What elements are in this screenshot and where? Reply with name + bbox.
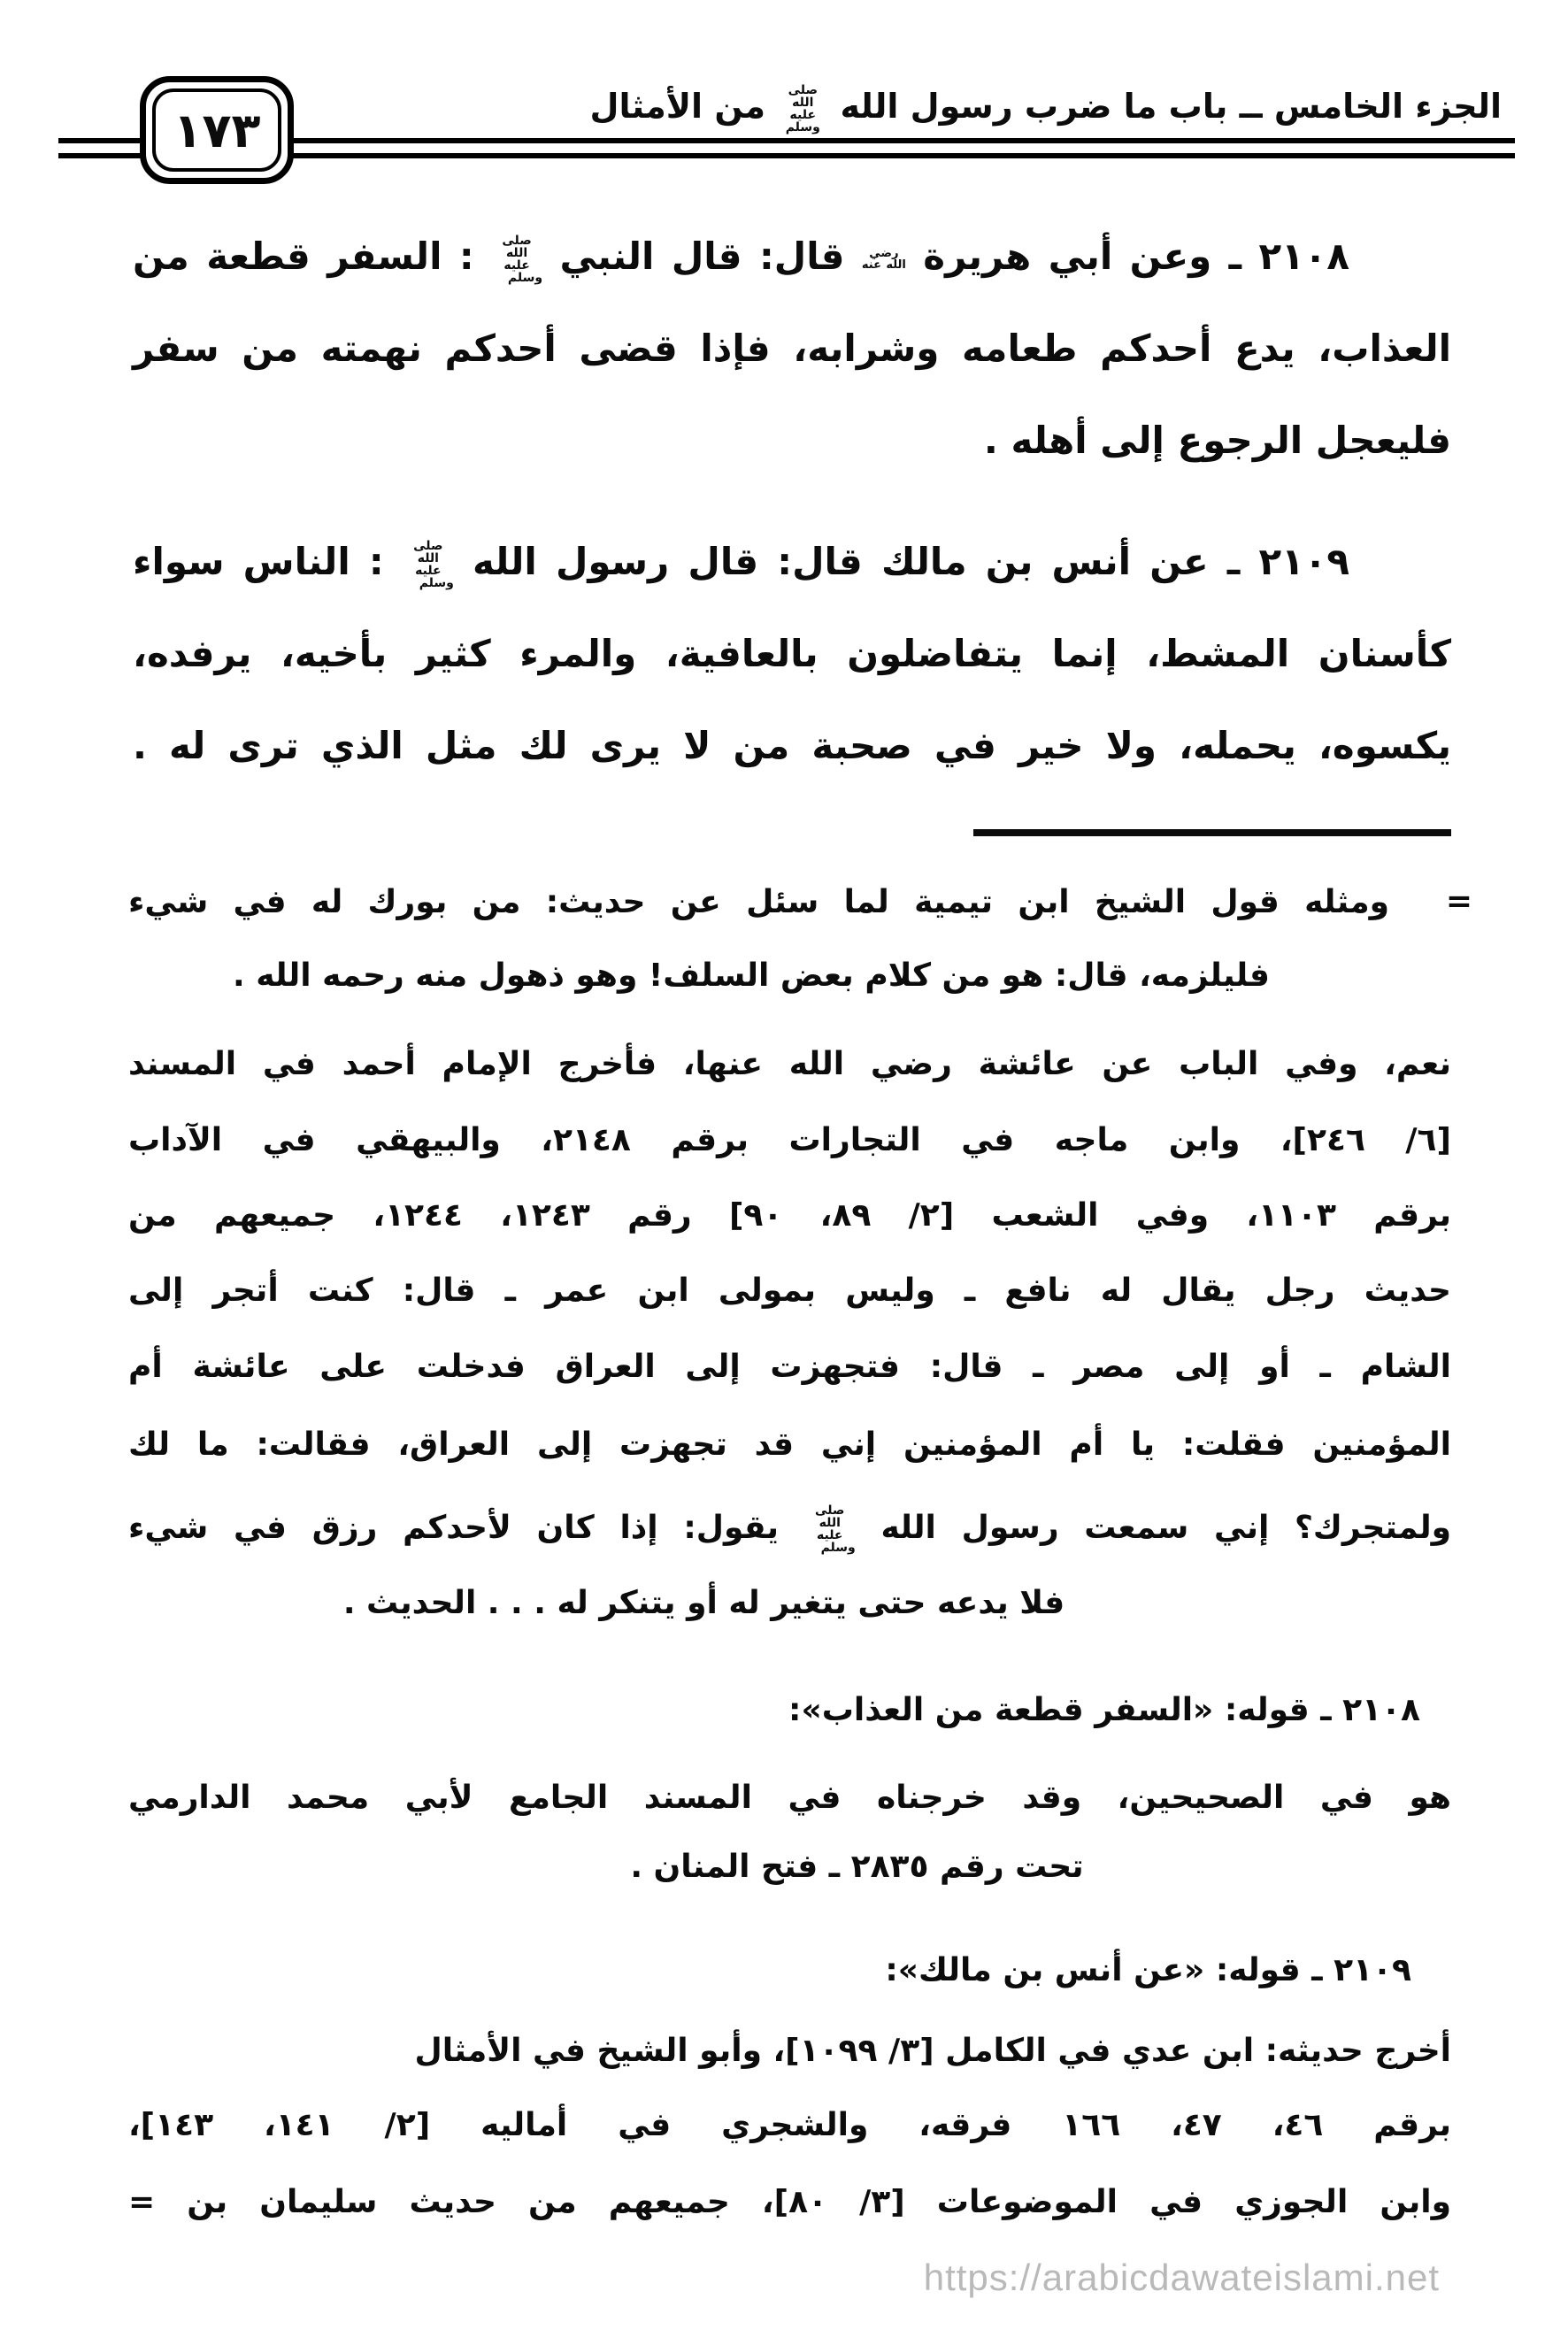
- chapter-title-part-b: من الأمثال: [589, 87, 766, 126]
- page-number-badge: [140, 76, 294, 184]
- chapter-header: [589, 78, 1502, 135]
- hadith-2108-line-1: [133, 228, 1451, 285]
- footnote-p2-line-4: حديث رجل يقال له نافع ـ وليس بمولى ابن عمر ـ قال: كنت أتجر إلى: [128, 1273, 1451, 1309]
- footnote-2109-line-2: برقم ٤٦، ٤٧، ١٦٦ فرقه، والشجري في أماليه [٢/ ١٤١، ١٤٣]،: [128, 2107, 1451, 2143]
- hadith-2108-line-3: فليعجل الرجوع إلى أهله .: [983, 419, 1451, 462]
- hadith-2108-line-2: العذاب، يدع أحدكم طعامه وشرابه، فإذا قضى أحدكم نهمته من سفر: [133, 327, 1451, 370]
- hadith-2109-line-2: كأسنان المشط، إنما يتفاضلون بالعافية، والمرء كثير بأخيه، يرفده،: [133, 632, 1451, 675]
- hadith-2109-text: ٢١٠٩ ـ عن أنس بن مالك قال: قال رسول الله: [473, 540, 1349, 583]
- pbuh-ligature: صلى الله عليه وسلم: [785, 82, 820, 135]
- footnote-p2-text: ولمتجرك؟ إني سمعت رسول الله: [880, 1510, 1451, 1546]
- footnote-p2-line-7: [128, 1503, 1451, 1555]
- footnote-p2-line-5: الشام ـ أو إلى مصر ـ قال: فتجهزت إلى العراق فدخلت على عائشة أم: [128, 1349, 1451, 1385]
- footnote-p1-line-2: فليلزمه، قال: هو من كلام بعض السلف! وهو ذهول منه رحمه الله .: [233, 957, 1270, 994]
- hadith-2109-text: : الناس سواء: [133, 540, 384, 583]
- watermark-url: https://arabicdawateislami.net: [923, 2257, 1440, 2298]
- footnote-2108-line-2: تحت رقم ٢٨٣٥ ـ فتح المنان .: [630, 1849, 1084, 1885]
- pbuh-ligature: صلى الله عليه وسلم: [502, 233, 543, 285]
- hadith-2108-text: : السفر قطعة من: [133, 235, 474, 278]
- footnote-2108-line-1: هو في الصحيحين، وقد خرجناه في المسند الجامع لأبي محمد الدارمي: [128, 1780, 1451, 1816]
- footnote-2109-heading: ٢١٠٩ ـ قوله: «عن أنس بن مالك»:: [885, 1952, 1411, 1988]
- footnote-separator-rule: [973, 829, 1451, 836]
- radiallahu-anhu-ligature: رضي الله عنه: [861, 246, 906, 272]
- pbuh-ligature: صلى الله عليه وسلم: [413, 538, 454, 590]
- footnote-p2-line-6: المؤمنين فقلت: يا أم المؤمنين إني قد تجهزت إلى العراق، فقالت: ما لك: [128, 1426, 1451, 1463]
- footnote-2108-heading: ٢١٠٨ ـ قوله: «السفر قطعة من العذاب»:: [788, 1692, 1420, 1728]
- footnote-p2-line-3: برقم ١١٠٣، وفي الشعب [٢/ ٨٩، ٩٠] رقم ١٢٤٣، ١٢٤٤، جميعهم من: [128, 1197, 1451, 1234]
- chapter-title-part-a: الجزء الخامس ــ باب ما ضرب رسول الله: [840, 87, 1502, 126]
- hadith-2109-line-1: [133, 534, 1451, 590]
- footnote-p1-line-1: ومثله قول الشيخ ابن تيمية لما سئل عن حديث: من بورك له في شيء: [128, 884, 1389, 920]
- page-number: ١٧٣: [152, 88, 281, 172]
- footnote-p2-line-1: نعم، وفي الباب عن عائشة رضي الله عنها، فأخرج الإمام أحمد في المسند: [128, 1046, 1451, 1082]
- footnote-p2-line-2: [٦/ ٢٤٦]، وابن ماجه في التجارات برقم ٢١٤٨، والبيهقي في الآداب: [128, 1122, 1451, 1158]
- footnote-p2-text: يقول: إذا كان لأحدكم رزق في شيء: [128, 1510, 779, 1546]
- footnote-p2-line-8: فلا يدعه حتى يتغير له أو يتنكر له . . . الحديث .: [342, 1585, 1065, 1621]
- footnote-2109-line-3: وابن الجوزي في الموضوعات [٣/ ٨٠]، جميعهم من حديث سليمان بن =: [128, 2184, 1452, 2220]
- pbuh-ligature: صلى الله عليه وسلم: [815, 1503, 856, 1555]
- hadith-2109-line-3: يكسوه، يحمله، ولا خير في صحبة من لا يرى لك مثل الذي ترى له .: [133, 724, 1451, 767]
- hadith-2108-text: ٢١٠٨ ـ وعن أبي هريرة: [923, 235, 1349, 278]
- footnote-continuation-mark: =: [1445, 883, 1472, 919]
- hadith-2108-text: قال: قال النبي: [559, 235, 845, 278]
- footnote-2109-line-1: أخرج حديثه: ابن عدي في الكامل [٣/ ١٠٩٩]، وأبو الشيخ في الأمثال: [414, 2033, 1451, 2069]
